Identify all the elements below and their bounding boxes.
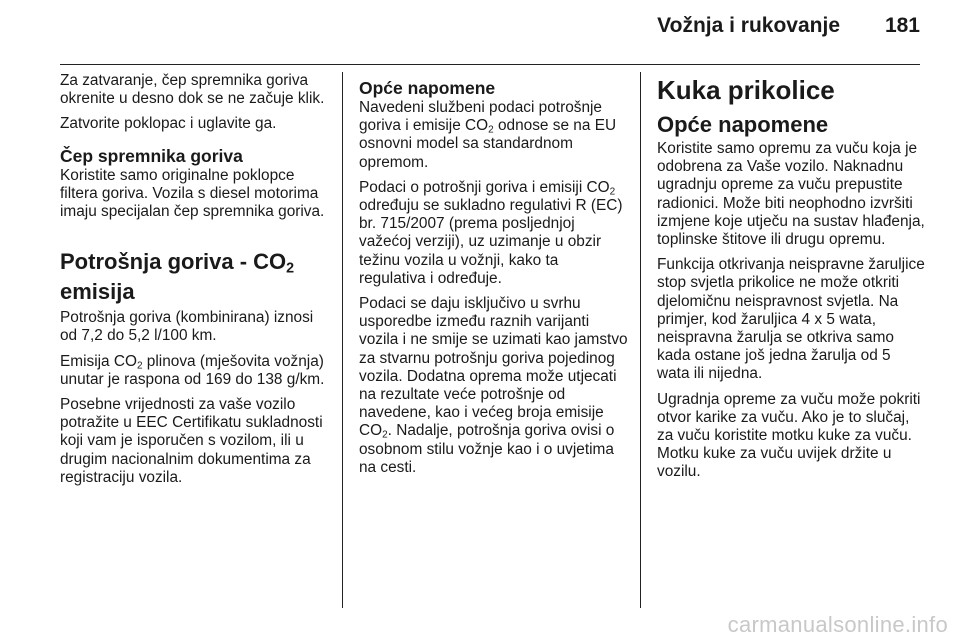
paragraph: Ugradnja opreme za vuču može pokriti otvor karike za vuču. Ako je to slučaj, za vuču koristite motku kuke za vuču. Motku kuke za vuču uvijek držite u vozilu. (657, 390, 921, 481)
text: . Nadalje, potrošnja goriva ovisi o osobnom stilu vožnje kao i o uvjetima na cesti. (359, 422, 615, 476)
paragraph: Za zatvaranje, čep spremnika goriva okrenite u desno dok se ne začuje klik. (60, 72, 325, 108)
heading-general-notes: Opće napomene (359, 78, 496, 98)
column-left (60, 72, 330, 494)
text: plinova (mješovita vožnja) unutar je raspona od 169 do 138 g/km. (60, 352, 325, 388)
paragraph: Zatvorite poklopac i uglavite ga. (60, 115, 277, 133)
paragraph (359, 295, 629, 477)
heading-tow-hitch: Kuka prikolice (657, 75, 835, 105)
heading-fuel-cap: Čep spremnika goriva (60, 145, 243, 166)
column-divider (640, 72, 641, 608)
paragraph (60, 353, 330, 389)
heading-general-notes: Opće napomene (657, 112, 829, 137)
paragraph: Koristite samo originalne poklopce filtera goriva. Vozila s diesel motorima imaju specijalan čep spremnika goriva. (60, 166, 325, 221)
paragraph (359, 179, 629, 288)
heading-fuel-consumption (60, 247, 330, 307)
text: odnose se na EU osnovni model sa standardnom opremom. (359, 117, 617, 171)
heading-text: Potrošnja goriva - CO (60, 249, 287, 275)
page-number: 181 (884, 14, 920, 37)
heading-text: emisija (60, 279, 135, 305)
watermark: carmanualsonline.info (727, 612, 948, 637)
subscript: 2 (136, 360, 143, 372)
paragraph (359, 99, 629, 172)
paragraph: Funkcija otkrivanja neispravne žaruljice stop svjetla prikolice ne može otkriti djelomičnu neispravnost svjetla. Na primjer, kod žaruljica 4 x 5 wata, neispravna žarulja se otkriva samo kada ostane još jedna žarulja od 5 wata ili nijedna. (657, 256, 925, 383)
subscript: 2 (286, 260, 295, 277)
subscript: 2 (609, 186, 616, 198)
column-divider (342, 72, 343, 608)
text: Podaci o potrošnji goriva i emisiji CO (359, 178, 610, 196)
page-header (60, 0, 920, 65)
subscript: 2 (382, 429, 388, 441)
column-right (657, 72, 927, 489)
paragraph: Posebne vrijednosti za vaše vozilo potražite u EEC Certifikatu sukladnosti koji vam je isporučen s vozilom, ili u drugim nacionalnim dokumentima za registraciju vozila. (60, 396, 323, 486)
text: Emisija CO (60, 352, 137, 370)
text: određuju se sukladno regulativi R (EC) br. 715/2007 (prema posljednjoj važećoj verziji), uz uzimanje u obzir težinu vozila u vožnji, kako ta regulativa i određuje. (359, 197, 623, 287)
subscript: 2 (488, 124, 494, 136)
section-title: Vožnja i rukovanje (657, 14, 840, 37)
text: Podaci se daju isključivo u svrhu usporedbe između raznih varijanti vozila i ne smije se uzimati kao jamstvo za stvarnu potrošnju goriva pojedinog vozila. Dodatna oprema može utjecati na rezultate veće potrošnje od navedene, kao i većeg broja emisije CO (359, 295, 628, 440)
column-middle (359, 72, 629, 484)
paragraph: Koristite samo opremu za vuču koja je odobrena za Vaše vozilo. Naknadnu ugradnju opreme za vuču prepustite radionici. Može biti neophodno izvršiti izmjene koje utječu na sustav hlađenja, toplinske štitove ili drugu opremu. (657, 140, 925, 249)
paragraph: Potrošnja goriva (kombinirana) iznosi od 7,2 do 5,2 l/100 km. (60, 309, 314, 345)
text: Navedeni službeni podaci potrošnje goriva i emisije CO (359, 99, 602, 135)
